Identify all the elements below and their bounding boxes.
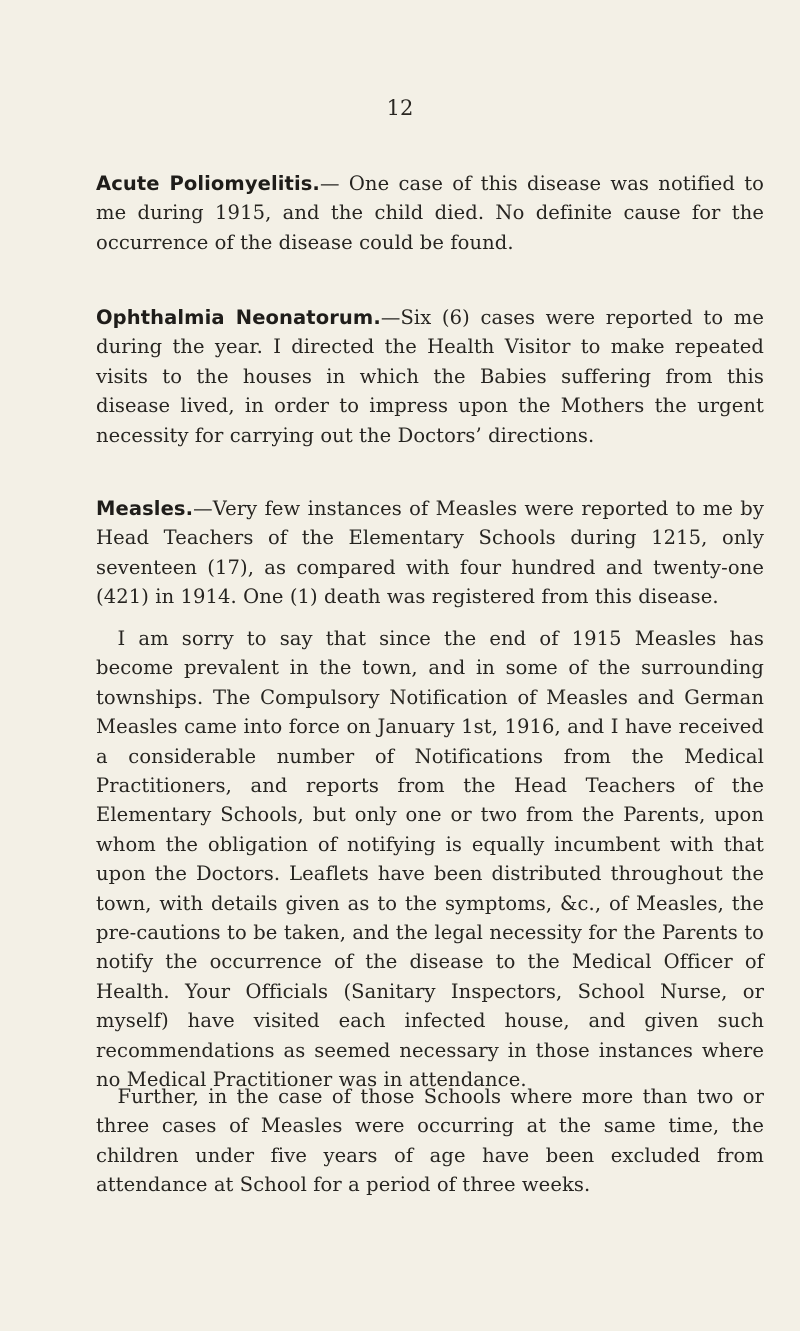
- section-measles: [96, 494, 764, 612]
- page-number: 12: [386, 96, 414, 120]
- section-acute-poliomyelitis: [96, 169, 764, 257]
- section-heading: Measles.: [96, 497, 194, 520]
- paragraph-measles-notification: I am sorry to say that since the end of 1915 Measles has become prevalent in the town, and in some of the surrounding townships. The Compulsory Notification of Measles and German Measles came into force on January 1st, 1916, and I have received a considerable number of Notifications from the Medical Practitioners, and reports from the Head Teachers of the Elementary Schools, but only one or two from the Parents, upon whom the obligation of notifying is equally incumbent with that upon the Doctors. Leaflets have been distributed throughout the town, with details given as to the symptoms, &c., of Measles, the pre-cautions to be taken, and the legal necessity for the Parents to notify the occurrence of the disease to the Medical Officer of Health. Your Officials (Sanitary Inspectors, School Nurse, or myself) have visited each infected house, and given such recommendations as seemed necessary in those instances where no Medical Practitioner was in attendance.: [96, 627, 764, 1092]
- section-text: — One case of this disease was notified to me during 1915, and the child died. No definite cause for the occurrence of the disease could be found.: [96, 172, 764, 254]
- section-ophthalmia-neonatorum: [96, 303, 764, 450]
- section-text: —Six (6) cases were reported to me during the year. I directed the Health Visitor to make repeated visits to the houses in which the Babies suffering from this disease lived, in order to impress upon the Mothers the urgent necessity for carrying out the Doctors’ directions.: [96, 306, 764, 447]
- section-heading: Ophthalmia Neonatorum.: [96, 306, 381, 329]
- paragraph-school-exclusion: Further, in the case of those Schools where more than two or three cases of Measles were occurring at the same time, the children under five years of age have been excluded from attendance at School for a period of three weeks.: [96, 1085, 764, 1197]
- section-text: —Very few instances of Measles were reported to me by Head Teachers of the Elementary Schools during 1215, only seventeen (17), as compared with four hundred and twenty-one (421) in 1914. One (1) death was registered from this disease.: [96, 497, 764, 609]
- section-heading: Acute Poliomyelitis.: [96, 172, 320, 195]
